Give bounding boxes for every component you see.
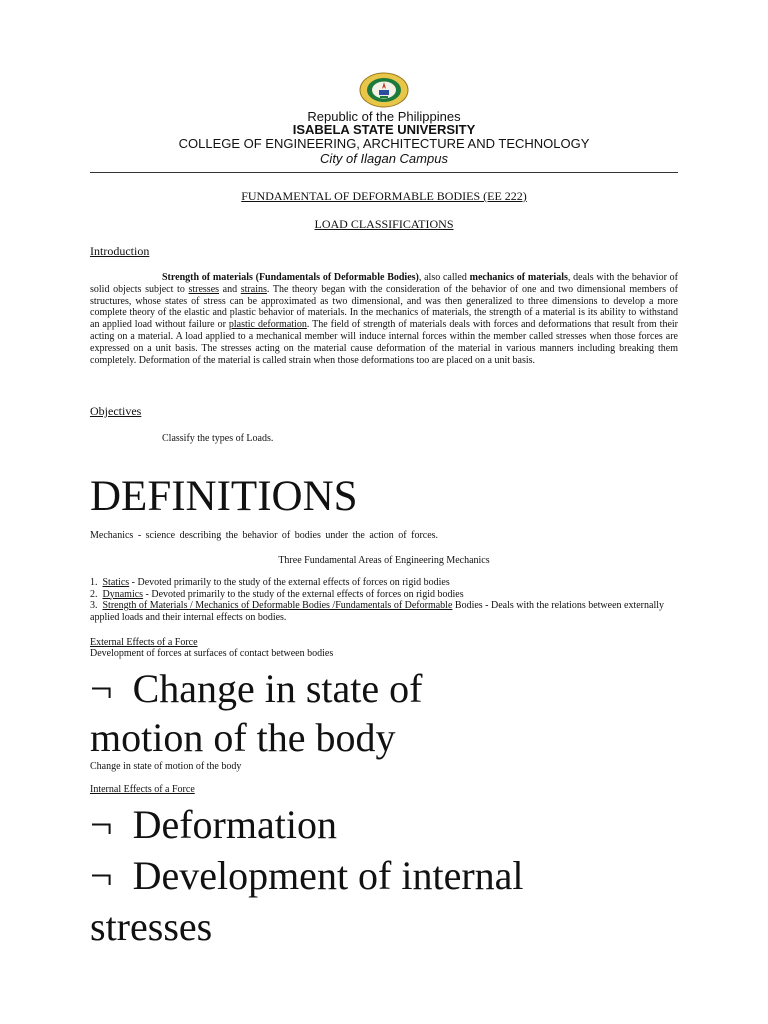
mechanics-definition: Mechanics - science describing the behavior of bodies under the action of forces. (90, 530, 439, 541)
strength-of-materials-term: Strength of Materials / Mechanics of Deformable Bodies /Fundamentals of Deformable (102, 600, 453, 611)
bullet-text: Development of internal (132, 853, 524, 898)
item-number: 2. (90, 588, 98, 600)
objectives-heading: Objectives (90, 404, 142, 418)
university-name: ISABELA STATE UNIVERSITY (292, 122, 476, 137)
strength-of-materials-desc: Bodies - Deals with the relations between externally applied loads and their internal effects on bodies. (90, 600, 665, 623)
not-sign-bullet: ¬ (90, 853, 113, 898)
three-areas-heading: Three Fundamental Areas of Engineering Mechanics (278, 555, 490, 566)
bullet-text: Change in state of (132, 666, 423, 711)
statics-term: Statics (102, 577, 130, 588)
intro-text-1: , also called (418, 272, 470, 283)
stresses-link[interactable]: stresses (188, 283, 220, 295)
definitions-heading: DEFINITIONS (90, 473, 358, 520)
bullet-text: Deformation (132, 802, 337, 847)
plastic-deformation-link[interactable]: plastic deformation (228, 319, 307, 331)
list-item (90, 577, 678, 589)
internal-effect-bullet-stresses-line2: stresses (90, 904, 213, 949)
introduction-heading: Introduction (90, 244, 150, 258)
list-item (90, 589, 678, 601)
intro-bold-term-2: mechanics of materials (469, 272, 568, 283)
item-number: 3. (90, 600, 98, 611)
campus-name: City of Ilagan Campus (320, 151, 448, 166)
header-divider (90, 172, 678, 173)
dynamics-term: Dynamics (102, 588, 144, 600)
not-sign-bullet: ¬ (90, 802, 113, 847)
topic-title: LOAD CLASSIFICATIONS (314, 217, 454, 231)
intro-text-2: , deals with the behavior of solid objects subject to (90, 272, 678, 295)
course-title: FUNDAMENTAL OF DEFORMABLE BODIES (EE 222) (241, 189, 527, 203)
intro-text-3: and (219, 283, 241, 295)
external-effect-bullet-line2: motion of the body (90, 715, 396, 760)
external-effect-bullet-line1 (90, 665, 422, 713)
republic-line: Republic of the Philippines (307, 109, 461, 124)
intro-bold-term-1: Strength of materials (Fundamentals of Deformable Bodies) (162, 272, 419, 283)
external-effects-heading: External Effects of a Force (90, 637, 198, 648)
list-item (90, 600, 678, 623)
strains-link[interactable]: strains (240, 283, 267, 295)
intro-text-5: . The field of strength of materials deals with forces and deformations that result from their acting on a material. A load applied to a mechanical member will induce internal forces within the member called stresses when those forces are expressed on a unit basis. The stresses acting on the material cause deformation of the material in various manners including breaking them completely. Deformation of the material is called strain when those deformations too are placed on a unit basis. (90, 319, 678, 366)
dynamics-desc: - Devoted primarily to the study of the external effects of forces on rigid bodies (143, 588, 464, 600)
objectives-text: Classify the types of Loads. (162, 433, 274, 444)
not-sign-bullet: ¬ (90, 666, 113, 711)
item-number: 1. (90, 577, 98, 588)
university-seal-logo (359, 72, 409, 108)
external-effects-desc: Development of forces at surfaces of contact between bodies (90, 648, 334, 659)
intro-text-4: . The theory began with the consideration of the behavior of one and two dimensional members of structures, whose states of stress can be approximated as two dimensional, and was then generalized to three dimensions to develop a more complete theory of the elastic and plastic behavior of materials. In the mechanics of materials, the strength of a material is its ability to withstand an applied load without failure or (90, 283, 678, 331)
internal-effects-heading: Internal Effects of a Force (90, 784, 195, 795)
external-effect-caption: Change in state of motion of the body (90, 761, 242, 772)
internal-effect-bullet-deformation (90, 801, 337, 849)
internal-effect-bullet-stresses (90, 852, 524, 900)
college-name: COLLEGE OF ENGINEERING, ARCHITECTURE AND TECHNOLOGY (178, 136, 590, 151)
introduction-paragraph (90, 272, 678, 366)
areas-list (90, 577, 678, 623)
statics-desc: - Devoted primarily to the study of the external effects of forces on rigid bodies (129, 577, 450, 588)
